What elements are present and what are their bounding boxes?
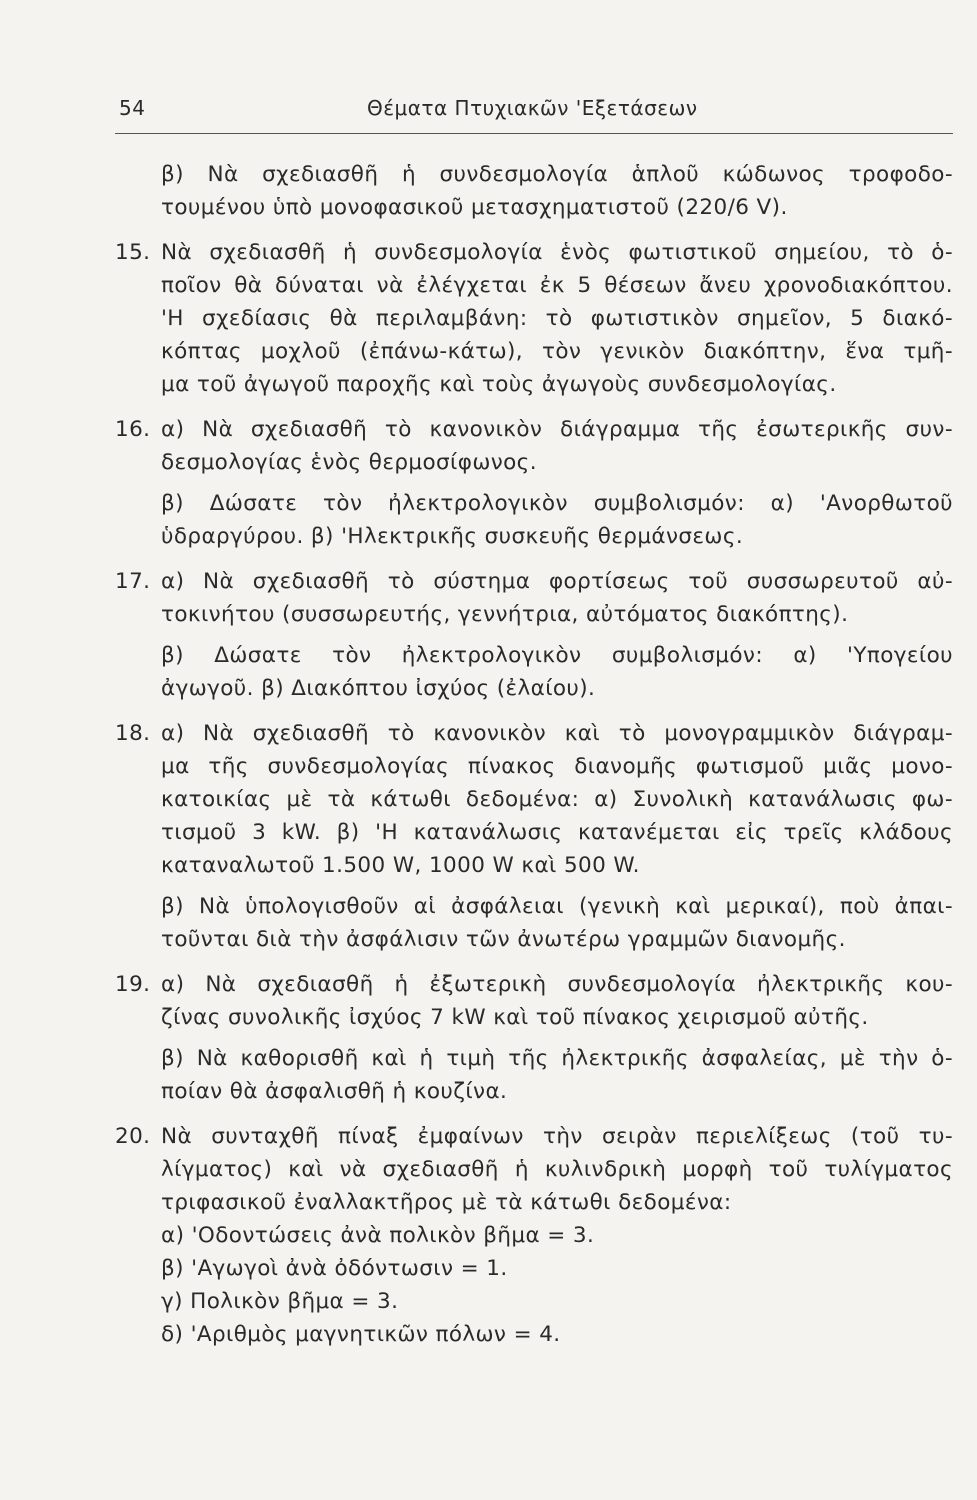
item-number: 17.	[115, 569, 151, 594]
line-text: α) Νὰ σχεδιασθῆ ἡ ἐξωτερικὴ συνδεσμολογία ἠλεκτρικῆς κου-	[161, 972, 953, 997]
line-text: μα τοῦ ἀγωγοῦ παροχῆς καὶ τοὺς ἀγωγοὺς συνδεσμολογίας.	[161, 372, 837, 397]
item-gap	[115, 956, 953, 968]
line-text: δεσμολογίας ἑνὸς θερμοσίφωνος.	[161, 450, 537, 475]
line-text: Νὰ σχεδιασθῆ ἡ συνδεσμολογία ἑνὸς φωτιστικοῦ σημείου, τὸ ὁ-	[161, 240, 953, 265]
paragraph	[115, 717, 953, 882]
paragraph-gap	[115, 631, 953, 639]
text-line	[115, 487, 953, 520]
exercise-item	[115, 158, 953, 224]
text-line	[115, 816, 953, 849]
line-text: β) Νὰ σχεδιασθῆ ἡ συνδεσμολογία ἁπλοῦ κώδωνος τροφοδο-	[161, 162, 953, 187]
paragraph	[115, 565, 953, 631]
text-line	[115, 890, 953, 923]
paragraph	[115, 890, 953, 956]
running-title: Θέματα Πτυχιακῶν 'Εξετάσεων	[367, 96, 698, 120]
paragraph	[115, 1042, 953, 1108]
paragraph	[115, 639, 953, 705]
line-text: β) Δώσατε τὸν ἠλεκτρολογικὸν συμβολισμόν: α) 'Ανορθωτοῦ	[161, 491, 953, 516]
line-text: κόπτας μοχλοῦ (ἐπάνω-κάτω), τὸν γενικὸν διακόπτην, ἕνα τμῆ-	[161, 339, 953, 364]
paragraph	[115, 413, 953, 479]
line-text: α) Νὰ σχεδιασθῆ τὸ σύστημα φορτίσεως τοῦ συσσωρευτοῦ αὐ-	[161, 569, 953, 594]
paragraph	[115, 236, 953, 401]
line-text: τριφασικοῦ ἐναλλακτῆρος μὲ τὰ κάτωθι δεδομένα:	[161, 1190, 732, 1215]
line-text: ζίνας συνολικῆς ἰσχύος 7 kW καὶ τοῦ πίνακος χειρισμοῦ αὐτῆς.	[161, 1005, 869, 1030]
header-rule	[115, 133, 953, 134]
text-line	[115, 269, 953, 302]
line-text: κατοικίας μὲ τὰ κάτωθι δεδομένα: α) Συνολικὴ κατανάλωσις φω-	[161, 787, 953, 812]
exercise-item	[115, 236, 953, 401]
paragraph	[115, 158, 953, 224]
text-line	[115, 446, 953, 479]
line-text: τουμένου ὑπὸ μονοφασικοῦ μετασχηματιστοῦ (220/6 V).	[161, 195, 788, 220]
list-item-text: δ) 'Αριθμὸς μαγνητικῶν πόλων = 4.	[161, 1322, 561, 1347]
line-text: 'Η σχεδίασις θὰ περιλαμβάνη: τὸ φωτιστικὸν σημεῖον, 5 διακό-	[161, 306, 953, 331]
item-number: 15.	[115, 240, 151, 265]
text-line	[115, 849, 953, 882]
exercise-item	[115, 413, 953, 553]
line-text: τισμοῦ 3 kW. β) 'Η κατανάλωσις κατανέμεται εἰς τρεῖς κλάδους	[161, 820, 953, 845]
item-gap	[115, 401, 953, 413]
item-gap	[115, 1108, 953, 1120]
text-line	[115, 923, 953, 956]
exercise-item	[115, 565, 953, 705]
list-item	[115, 1285, 953, 1318]
item-gap	[115, 705, 953, 717]
text-line	[115, 1186, 953, 1219]
page-number: 54	[119, 96, 146, 120]
text-line	[115, 598, 953, 631]
list-item-text: α) 'Οδοντώσεις ἀνὰ πολικὸν βῆμα = 3.	[161, 1223, 595, 1248]
text-line	[115, 1153, 953, 1186]
item-gap	[115, 553, 953, 565]
paragraph	[115, 968, 953, 1034]
text-line	[115, 1120, 953, 1153]
item-number: 16.	[115, 417, 151, 442]
line-text: α) Νὰ σχεδιασθῆ τὸ κανονικὸν διάγραμμα τῆς ἐσωτερικῆς συν-	[161, 417, 953, 442]
list-item-text: β) 'Αγωγοὶ ἀνὰ ὀδόντωσιν = 1.	[161, 1256, 508, 1281]
page-body	[115, 158, 953, 1351]
text-line	[115, 191, 953, 224]
text-line	[115, 520, 953, 553]
item-number: 18.	[115, 721, 151, 746]
list-item	[115, 1219, 953, 1252]
line-text: μα τῆς συνδεσμολογίας πίνακος διανομῆς φωτισμοῦ μιᾶς μονο-	[161, 754, 953, 779]
line-text: τοῦνται διὰ τὴν ἀσφάλισιν τῶν ἀνωτέρω γραμμῶν διανομῆς.	[161, 927, 846, 952]
exercise-item	[115, 1120, 953, 1351]
line-text: τοκινήτου (συσσωρευτής, γεννήτρια, αὐτόματος διακόπτης).	[161, 602, 849, 627]
line-text: Νὰ συνταχθῆ πίναξ ἐμφαίνων τὴν σειρὰν περιελίξεως (τοῦ τυ-	[161, 1124, 953, 1149]
paragraph	[115, 487, 953, 553]
text-line	[115, 302, 953, 335]
text-line	[115, 368, 953, 401]
list-item	[115, 1252, 953, 1285]
line-text: ποίαν θὰ ἀσφαλισθῆ ἡ κουζίνα.	[161, 1079, 508, 1104]
text-line	[115, 413, 953, 446]
line-text: λίγματος) καὶ νὰ σχεδιασθῆ ἡ κυλινδρικὴ μορφὴ τοῦ τυλίγματος	[161, 1157, 953, 1182]
text-line	[115, 1042, 953, 1075]
line-text: ποῖον θὰ δύναται νὰ ἐλέγχεται ἐκ 5 θέσεων ἄνευ χρονοδιακόπτου.	[161, 273, 953, 298]
line-text: ἀγωγοῦ. β) Διακόπτου ἰσχύος (ἐλαίου).	[161, 676, 596, 701]
text-line	[115, 672, 953, 705]
page-header	[115, 94, 953, 128]
list-item	[115, 1318, 953, 1351]
exercise-item	[115, 968, 953, 1108]
text-line	[115, 639, 953, 672]
text-line	[115, 968, 953, 1001]
exercise-item	[115, 717, 953, 956]
text-line	[115, 1001, 953, 1034]
line-text: καταναλωτοῦ 1.500 W, 1000 W καὶ 500 W.	[161, 853, 640, 878]
line-text: β) Δώσατε τὸν ἠλεκτρολογικὸν συμβολισμόν: α) 'Υπογείου	[161, 643, 953, 668]
line-text: β) Νὰ καθορισθῆ καὶ ἡ τιμὴ τῆς ἠλεκτρικῆς ἀσφαλείας, μὲ τὴν ὁ-	[161, 1046, 953, 1071]
paragraph-gap	[115, 882, 953, 890]
text-line	[115, 750, 953, 783]
item-gap	[115, 224, 953, 236]
line-text: ὑδραργύρου. β) 'Ηλεκτρικῆς συσκευῆς θερμάνσεως.	[161, 524, 744, 549]
text-line	[115, 783, 953, 816]
line-text: α) Νὰ σχεδιασθῆ τὸ κανονικὸν καὶ τὸ μονογραμμικὸν διάγραμ-	[161, 721, 953, 746]
text-line	[115, 335, 953, 368]
text-line	[115, 158, 953, 191]
paragraph-gap	[115, 479, 953, 487]
list-item-text: γ) Πολικὸν βῆμα = 3.	[161, 1289, 399, 1314]
paragraph-gap	[115, 1034, 953, 1042]
text-line	[115, 717, 953, 750]
text-line	[115, 236, 953, 269]
item-number: 20.	[115, 1124, 151, 1149]
item-number: 19.	[115, 972, 151, 997]
text-line	[115, 565, 953, 598]
line-text: β) Νὰ ὑπολογισθοῦν αἱ ἀσφάλειαι (γενικὴ καὶ μερικαί), ποὺ ἀπαι-	[161, 894, 953, 919]
text-line	[115, 1075, 953, 1108]
paragraph	[115, 1120, 953, 1219]
